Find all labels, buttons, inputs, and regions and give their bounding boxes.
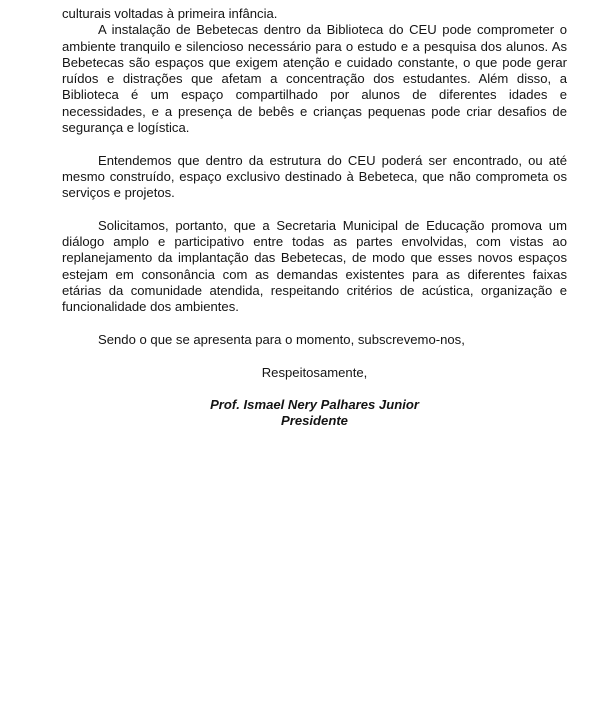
paragraph-spacer — [62, 381, 567, 397]
paragraph-subscription: Sendo o que se apresenta para o momento, subscrevemo-nos, — [98, 331, 465, 347]
document-page — [62, 6, 567, 430]
continuation-line: culturais voltadas à primeira infância. — [62, 6, 278, 21]
paragraph-exclusive-space: Entendemos que dentro da estrutura do CEU poderá ser encontrado, ou até mesmo construído, espaço exclusivo destinado à Bebeteca, que não comprometa os serviços e projetos. — [62, 152, 567, 201]
paragraph-spacer — [62, 136, 567, 152]
paragraph-request: Solicitamos, portanto, que a Secretaria Municipal de Educação promova um diálogo amplo e participativo entre todas as partes envolvidas, com vistas ao replanejamento da implantação das Bebetecas, de modo que esses novos espaços estejam em consonância com as demandas existentes para as diferentes faixas etárias da comunidade atendida, respeitando critérios de acústica, organização e funcionalidade dos ambientes. — [62, 217, 567, 315]
closing-salutation: Respeitosamente, — [261, 364, 368, 380]
paragraph-bebetecas-concerns: A instalação de Bebetecas dentro da Biblioteca do CEU pode comprometer o ambiente tranquilo e silencioso necessário para o estudo e a pesquisa dos alunos. As Bebetecas são espaços que exigem atenção e cuidado constante, o que pode gerar ruídos e distrações que afetam a concentração dos estudantes. Além disso, a Biblioteca é um espaço compartilhado por alunos de diferentes idades e necessidades, e a presença de bebês e crianças pequenas pode criar desafios de segurança e logística. — [62, 22, 567, 136]
signature-name: Prof. Ismael Nery Palhares Junior — [210, 397, 419, 413]
paragraph-spacer — [62, 316, 567, 332]
paragraph-spacer — [62, 348, 567, 364]
signature-block — [62, 397, 567, 430]
signature-title: Presidente — [281, 413, 348, 429]
paragraph-spacer — [62, 202, 567, 218]
